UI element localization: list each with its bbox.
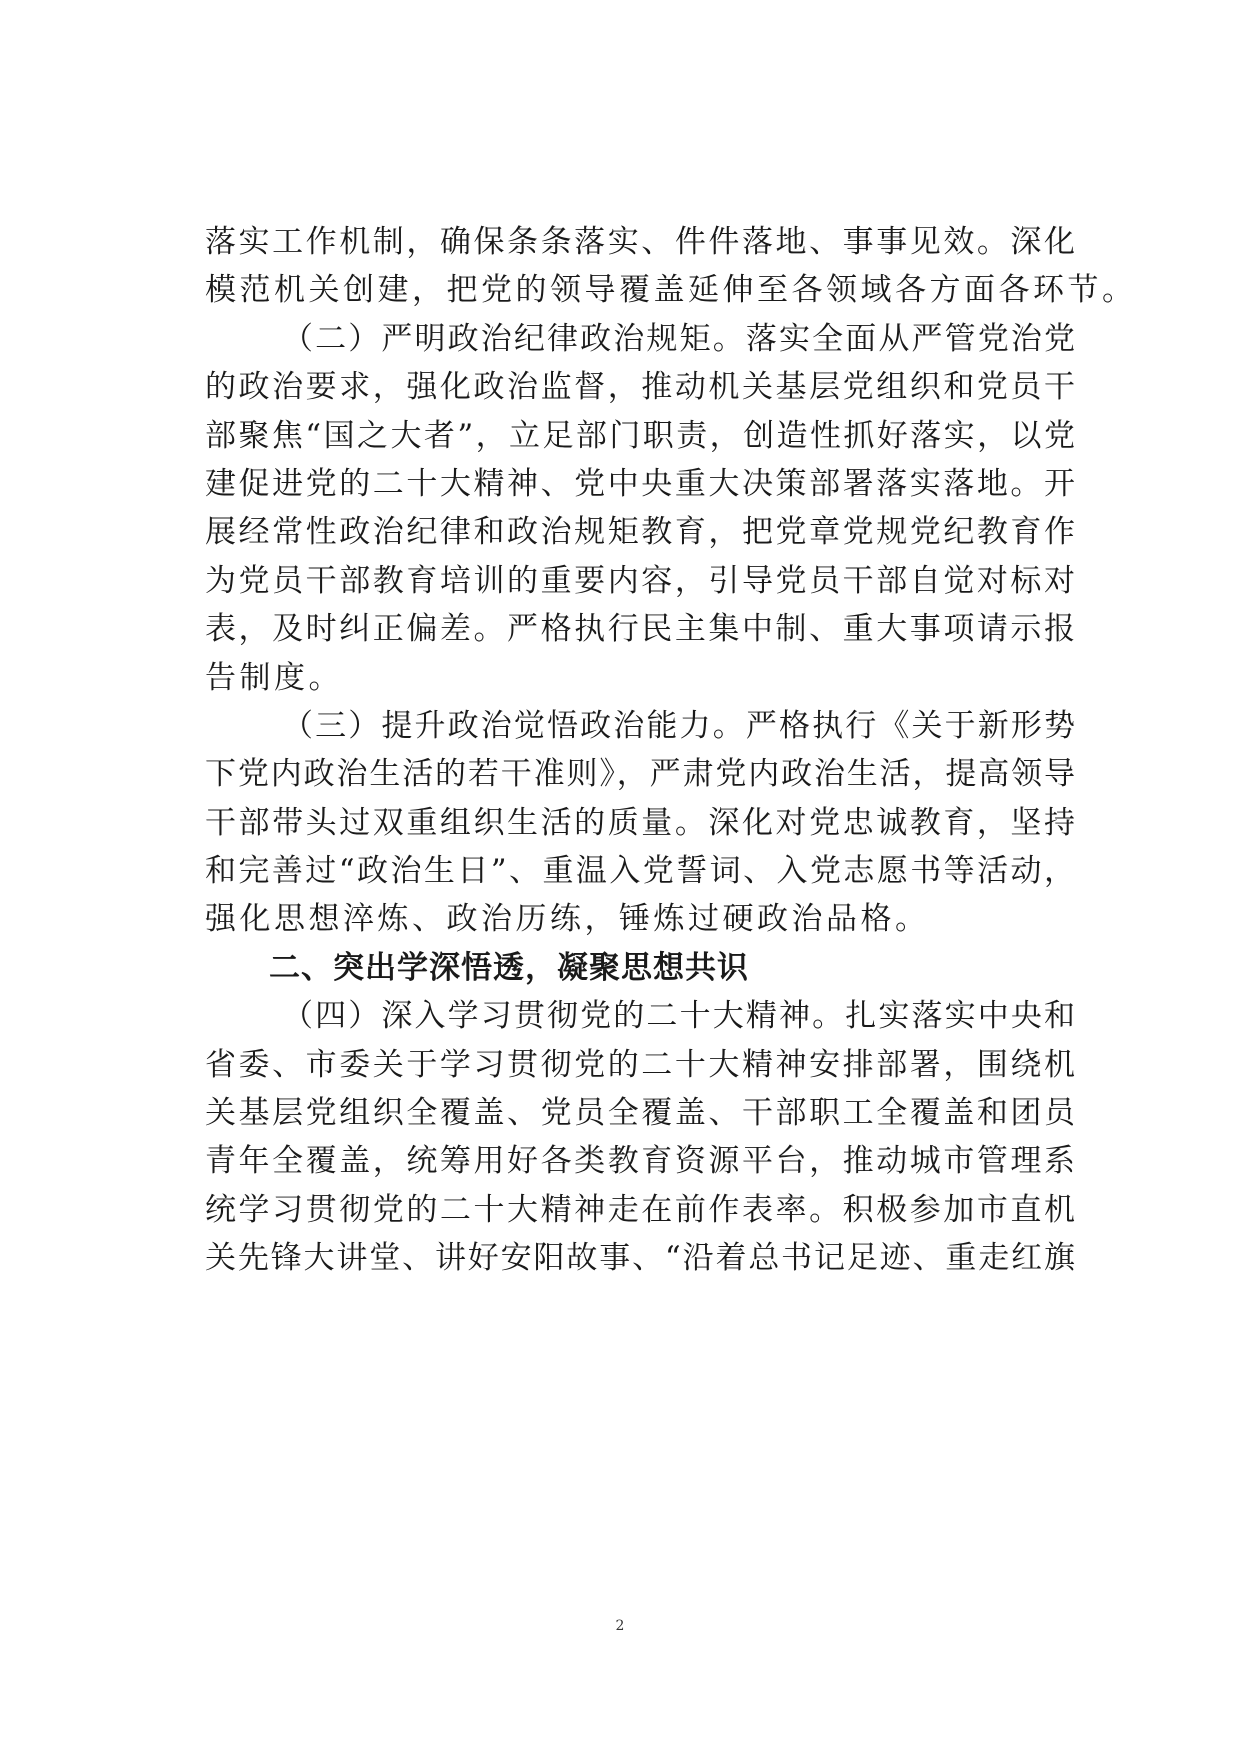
- text-line: 下党内政治生活的若干准则》，严肃党内政治生活，提高领导: [205, 756, 1075, 793]
- text-line: （四）深入学习贯彻党的二十大精神。扎实落实中央和: [282, 998, 1075, 1035]
- text-line: 的政治要求，强化政治监督，推动机关基层党组织和党员干: [205, 369, 1075, 406]
- text-line: 省委、市委关于学习贯彻党的二十大精神安排部署，围绕机: [205, 1046, 1075, 1083]
- text-line: 关基层党组织全覆盖、党员全覆盖、干部职工全覆盖和团员: [205, 1095, 1075, 1132]
- text-line: 干部带头过双重组织生活的质量。深化对党忠诚教育，坚持: [205, 804, 1075, 841]
- text-line: 告制度。: [205, 659, 343, 696]
- text-line: 强化思想淬炼、政治历练，锤炼过硬政治品格。: [205, 901, 930, 938]
- paragraph-continuation: [205, 218, 1137, 315]
- text-line: 落实工作机制，确保条条落实、件件落地、事事见效。深化: [205, 224, 1075, 260]
- text-line: （二）严明政治纪律政治规矩。落实全面从严管党治党: [282, 320, 1075, 357]
- text-line: 展经常性政治纪律和政治规矩教育，把党章党规党纪教育作: [205, 514, 1075, 551]
- document-body: [205, 218, 1137, 1283]
- text-line: 和完善过“政治生日”、重温入党誓词、入党志愿书等活动，: [205, 853, 1075, 890]
- text-line: 表，及时纠正偏差。严格执行民主集中制、重大事项请示报: [205, 611, 1075, 648]
- text-line: 建促进党的二十大精神、党中央重大决策部署落实落地。开: [205, 465, 1075, 502]
- paragraph-3: [205, 702, 1075, 944]
- text-line: （三）提升政治觉悟政治能力。严格执行《关于新形势: [282, 707, 1075, 744]
- text-line: 关先锋大讲堂、讲好安阳故事、“沿着总书记足迹、重走红旗: [205, 1240, 1075, 1277]
- text-line: 为党员干部教育培训的重要内容，引导党员干部自觉对标对: [205, 562, 1075, 599]
- paragraph-2: [205, 315, 1075, 702]
- text-line: 统学习贯彻党的二十大精神走在前作表率。积极参加市直机: [205, 1191, 1075, 1228]
- text-line: 模范机关创建，把党的领导覆盖延伸至各领域各方面各环节。: [205, 272, 1137, 309]
- page-number: 2: [615, 1618, 625, 1634]
- paragraph-4: [205, 992, 1075, 1282]
- section-heading: 二、突出学深悟透，凝聚思想共识: [269, 949, 749, 986]
- text-line: 青年全覆盖，统筹用好各类教育资源平台，推动城市管理系: [205, 1143, 1075, 1180]
- text-line: 部聚焦“国之大者”，立足部门职责，创造性抓好落实，以党: [205, 417, 1075, 454]
